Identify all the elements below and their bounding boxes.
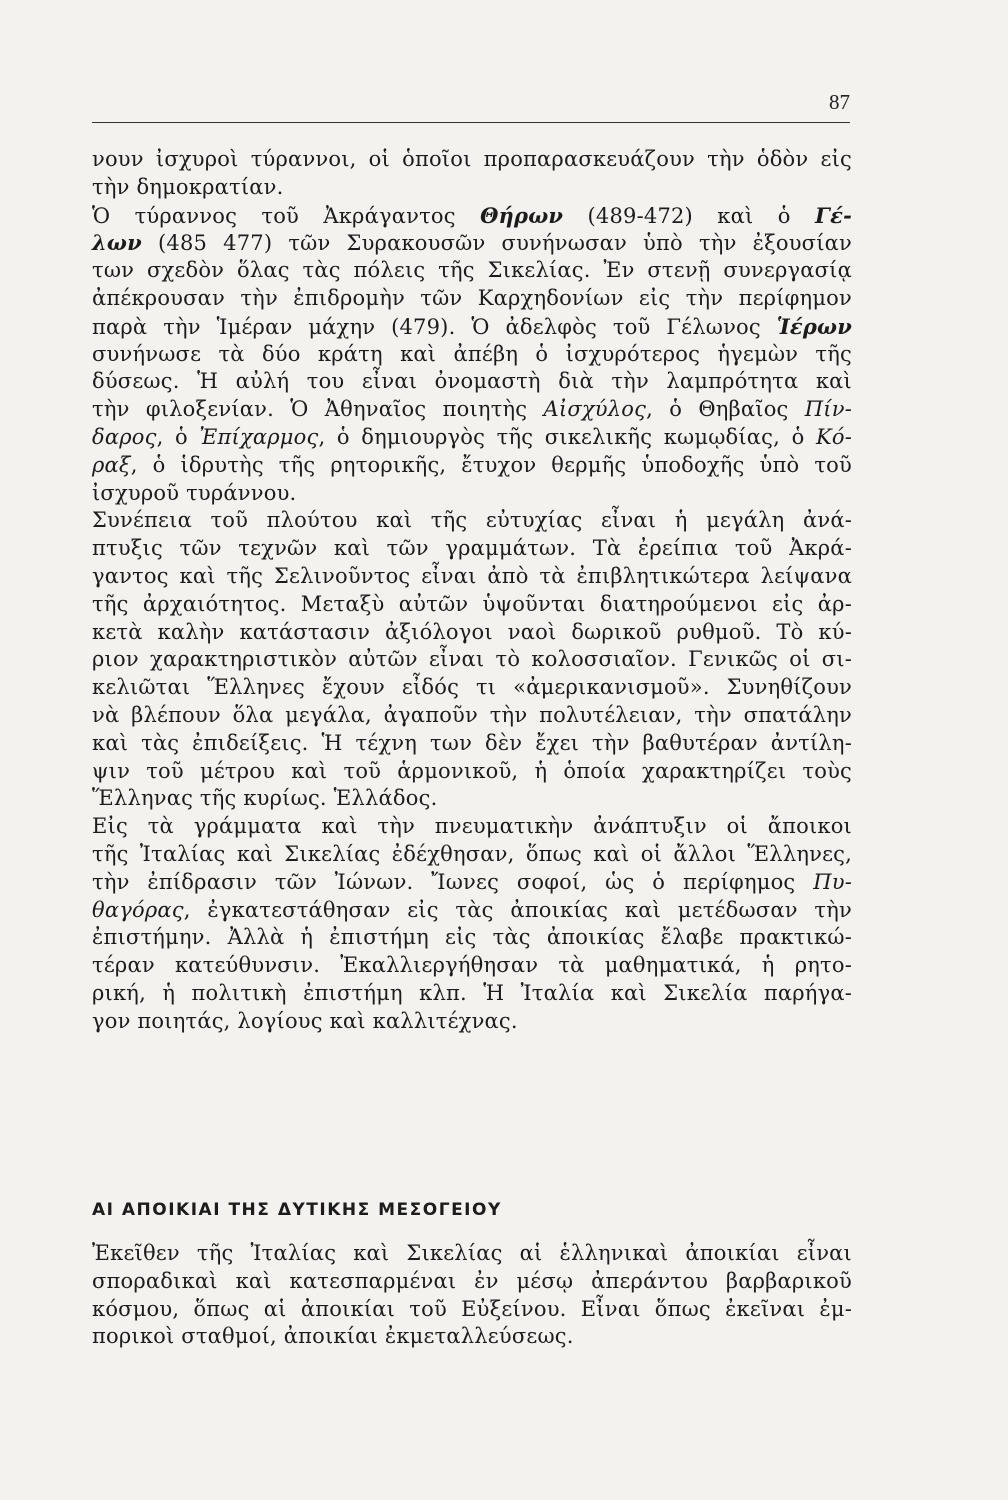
text-line — [92, 257, 852, 285]
text-line — [92, 674, 852, 702]
page-number: 87 — [829, 90, 850, 114]
text-line — [92, 507, 852, 535]
text-run: τέραν κατεύθυνσιν. Ἐκαλλιεργήθησαν τὰ μαθηματικά, ἡ ρητο- — [92, 953, 852, 978]
text-run: , ἐγκατεστάθησαν εἰς τὰς ἀποικίας καὶ μετέδωσαν τὴν — [183, 897, 852, 922]
text-run: κελιῶται Ἕλληνες ἔχουν εἶδός τι «ἀμερικανισμοῦ». Συνηθίζουν — [92, 675, 852, 700]
text-run: νουν ἰσχυροὶ τύραννοι, οἱ ὁποῖοι προπαρασκευάζουν τὴν ὁδὸν εἰς — [92, 147, 852, 171]
text-line — [92, 702, 852, 730]
text-run: Εἰς τὰ γράμματα καὶ τὴν πνευματικὴν ἀνάπτυξιν οἱ ἄποικοι — [92, 814, 852, 839]
text-line — [92, 619, 852, 647]
text-run: πορικοὶ σταθμοί, ἀποικίαι ἐκμεταλλεύσεως. — [92, 1324, 574, 1349]
text-run: , ὁ — [156, 424, 200, 449]
text-line — [92, 1268, 852, 1296]
text-line — [92, 841, 852, 869]
emphasized-text: Ἐπίχαρμος — [199, 424, 319, 449]
emphasized-text: δαρος — [92, 424, 157, 449]
section-heading: ΑΙ ΑΠΟΙΚΙΑΙ ΤΗΣ ΔΥΤΙΚΗΣ ΜΕΣΟΓΕΙΟΥ — [92, 1200, 502, 1220]
text-run: παρὰ τὴν Ἱμέραν μάχην (479). Ὁ ἀδελφὸς τοῦ Γέλωνος — [92, 314, 777, 339]
text-run: ἰσχυροῦ τυράννου. — [92, 480, 297, 505]
text-line — [92, 730, 852, 758]
text-line — [92, 452, 852, 480]
text-line — [92, 924, 852, 952]
emphasized-text: ραξ — [92, 452, 131, 477]
emphasized-text: Κό- — [815, 424, 852, 449]
text-run: Ἕλληνας τῆς κυρίως. Ἑλλάδος. — [92, 786, 438, 811]
text-line — [92, 980, 852, 1008]
text-run: νὰ βλέπουν ὅλα μεγάλα, ἀγαποῦν τὴν πολυτέλειαν, τὴν σπατάλην — [92, 702, 852, 727]
text-line — [92, 202, 852, 230]
text-run: κετὰ καλὴν κατάστασιν ἀξιόλογοι ναοὶ δωρικοῦ ρυθμοῦ. Τὸ κύ- — [92, 619, 852, 644]
text-run: γον ποιητάς, λογίους καὶ καλλιτέχνας. — [92, 1008, 518, 1033]
text-line — [92, 313, 852, 341]
text-line — [92, 535, 852, 563]
text-line — [92, 480, 852, 508]
text-run: τὴν δημοκρατίαν. — [92, 174, 284, 199]
text-line — [92, 785, 852, 813]
text-line — [92, 229, 852, 257]
text-run: τὴν ἐπίδρασιν τῶν Ἰώνων. Ἴωνες σοφοί, ὡς ὁ περίφημος — [92, 869, 814, 894]
text-line — [92, 1240, 852, 1268]
text-line — [92, 646, 852, 674]
emphasized-text: Θήρων — [480, 202, 564, 228]
text-run: Ἐκεῖθεν τῆς Ἰταλίας καὶ Σικελίας αἱ ἑλληνικαὶ ἀποικίαι εἶναι — [92, 1241, 852, 1265]
text-run: (489-472) καὶ ὁ — [563, 203, 815, 228]
emphasized-text: Γέ- — [815, 202, 852, 228]
text-line — [92, 341, 852, 369]
section-body-text — [92, 1240, 852, 1351]
text-run: τὴν φιλοξενίαν. Ὁ Ἀθηναῖος ποιητὴς — [92, 397, 544, 422]
text-run: των σχεδὸν ὅλας τὰς πόλεις τῆς Σικελίας. Ἐν στενῇ συνεργασίᾳ — [92, 258, 852, 283]
text-run: , ὁ Θηβαῖος — [646, 397, 805, 422]
text-line — [92, 813, 852, 841]
text-line — [92, 563, 852, 591]
text-run: γαντος καὶ τῆς Σελινοῦντος εἶναι ἀπὸ τὰ ἐπιβλητικώτερα λείψανα — [92, 563, 852, 588]
text-line — [92, 1008, 852, 1036]
text-line — [92, 897, 852, 925]
emphasized-text: λων — [92, 230, 142, 256]
text-line — [92, 285, 852, 313]
text-run: , ὁ δημιουργὸς τῆς σικελικῆς κωμῳδίας, ὁ — [318, 424, 816, 449]
text-run: , ὁ ἱδρυτὴς τῆς ρητορικῆς, ἔτυχον θερμῆς ὑποδοχῆς ὑπὸ τοῦ — [130, 452, 852, 477]
text-line — [92, 424, 852, 452]
header-rule — [92, 122, 850, 123]
text-run: δύσεως. Ἡ αὐλή του εἶναι ὀνομαστὴ διὰ τὴν λαμπρότητα καὶ — [92, 369, 852, 394]
text-run: καὶ τὰς ἐπιδείξεις. Ἡ τέχνη των δὲν ἔχει τὴν βαθυτέραν ἀντίλη- — [92, 730, 852, 755]
text-run: ρική, ἡ πολιτικὴ ἐπιστήμη κλπ. Ἡ Ἰταλία καὶ Σικελία παρήγα- — [92, 980, 852, 1005]
text-line — [92, 368, 852, 396]
emphasized-text: Ἱέρων — [776, 313, 852, 339]
text-run: σποραδικαὶ καὶ κατεσπαρμέναι ἐν μέσῳ ἀπεράντου βαρβαρικοῦ — [92, 1268, 852, 1293]
text-line — [92, 869, 852, 897]
text-line — [92, 758, 852, 786]
emphasized-text: θαγόρας — [92, 897, 184, 922]
text-line — [92, 1323, 852, 1351]
text-line — [92, 1296, 852, 1324]
text-run: κόσμου, ὅπως αἱ ἀποικίαι τοῦ Εὐξείνου. Εἶναι ὅπως ἐκεῖναι ἐμ- — [92, 1296, 852, 1321]
text-run: τῆς ἀρχαιότητος. Μεταξὺ αὐτῶν ὑψοῦνται διατηρούμενοι εἰς ἀρ- — [92, 591, 852, 616]
text-line — [92, 591, 852, 619]
text-run: ριον χαρακτηριστικὸν αὐτῶν εἶναι τὸ κολοσσιαῖον. Γενικῶς οἱ σι- — [92, 647, 852, 672]
text-line — [92, 396, 852, 424]
emphasized-text: Αἰσχύλος — [543, 397, 647, 422]
text-run: ψιν τοῦ μέτρου καὶ τοῦ ἁρμονικοῦ, ἡ ὁποία χαρακτηρίζει τοὺς — [92, 758, 852, 783]
text-run: πτυξις τῶν τεχνῶν καὶ τῶν γραμμάτων. Τὰ ἐρείπια τοῦ Ἀκρά- — [92, 536, 852, 561]
text-line — [92, 146, 852, 174]
body-text — [92, 146, 852, 1036]
text-run: συνήνωσε τὰ δύο κράτη καὶ ἀπέβη ὁ ἰσχυρότερος ἡγεμὼν τῆς — [92, 341, 852, 366]
emphasized-text: Πίν- — [804, 397, 852, 422]
emphasized-text: Πυ- — [813, 869, 852, 894]
text-line — [92, 174, 852, 202]
text-line — [92, 952, 852, 980]
text-run: Ὁ τύραννος τοῦ Ἀκράγαντος — [92, 203, 481, 228]
text-run: τῆς Ἰταλίας καὶ Σικελίας ἐδέχθησαν, ὅπως καὶ οἱ ἄλλοι Ἕλληνες, — [92, 841, 852, 866]
text-run: ἐπιστήμην. Ἀλλὰ ἡ ἐπιστήμη εἰς τὰς ἀποικίας ἔλαβε πρακτικώ- — [92, 925, 852, 950]
text-run: Συνέπεια τοῦ πλούτου καὶ τῆς εὐτυχίας εἶναι ἡ μεγάλη ἀνά- — [92, 508, 852, 533]
text-run: ἀπέκρουσαν τὴν ἐπιδρομὴν τῶν Καρχηδονίων εἰς τὴν περίφημον — [92, 285, 852, 310]
text-run: (485 477) τῶν Συρακουσῶν συνήνωσαν ὑπὸ τὴν ἐξουσίαν — [141, 231, 852, 256]
